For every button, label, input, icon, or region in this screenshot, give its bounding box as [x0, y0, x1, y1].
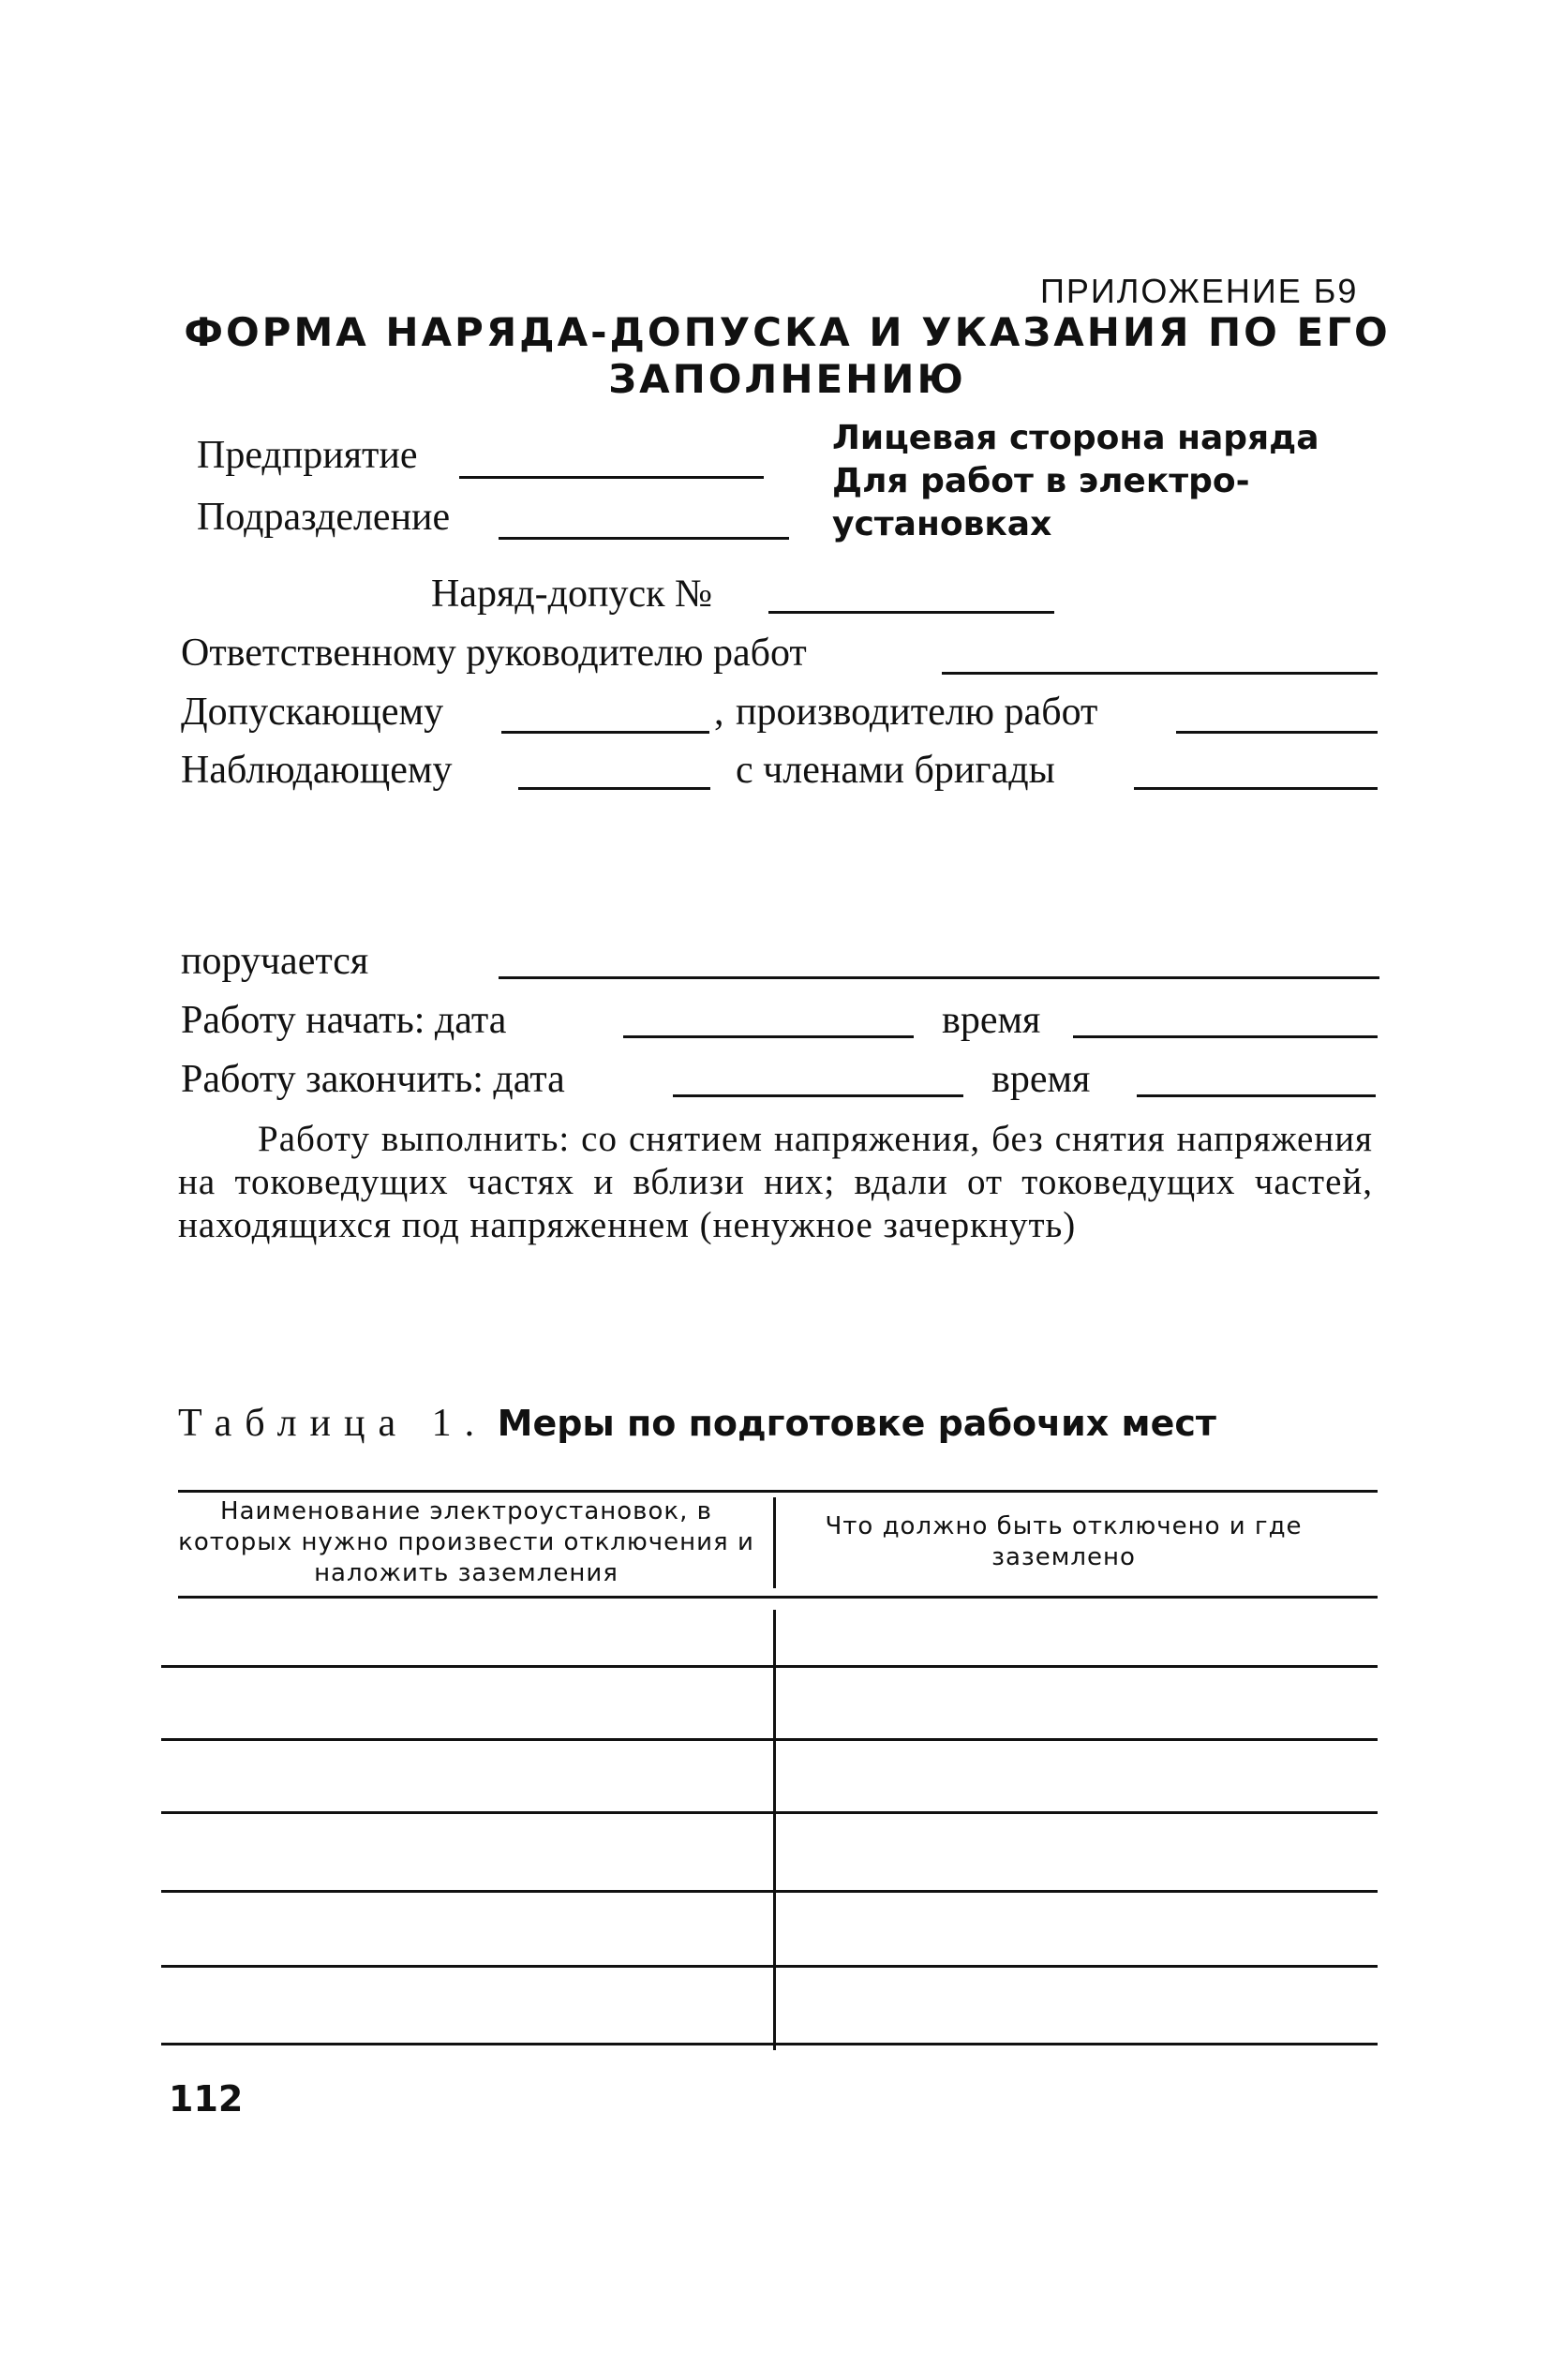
- side-note: [832, 417, 1319, 546]
- table-row[interactable]: [161, 1890, 1378, 1893]
- department-blank[interactable]: [499, 537, 789, 540]
- side-note-line-2: Для работ в электро-: [832, 462, 1250, 500]
- enterprise-label: Предприятие: [197, 434, 418, 477]
- side-note-line-3: установках: [832, 505, 1052, 543]
- column-header-disconnected: Что должно быть отключено и где заземлено: [825, 1512, 1303, 1571]
- responsible-label: Ответственному руководителю работ: [181, 632, 807, 675]
- comma: ,: [714, 691, 724, 734]
- start-time-blank[interactable]: [1073, 1035, 1378, 1038]
- admitting-blank[interactable]: [501, 731, 709, 734]
- order-number-label: Наряд-допуск №: [431, 573, 713, 616]
- brigade-label: с членами бригады: [736, 749, 1055, 792]
- appendix-label: ПРИЛОЖЕНИЕ Б9: [1040, 272, 1359, 310]
- responsible-blank[interactable]: [942, 672, 1378, 675]
- title-line-1: ФОРМА НАРЯДА-ДОПУСКА И УКАЗАНИЯ ПО ЕГО: [184, 309, 1391, 355]
- work-instruction: Работу выполнить: со снятием напряжения, без снятия напряжения на токоведущих частях и вблизи них; вдали от токоведущих частей, находящихся под напряженнем (ненужное зачеркнуть): [178, 1119, 1373, 1245]
- finish-time-blank[interactable]: [1137, 1094, 1376, 1097]
- table-caption: Меры по подготовке рабочих мест: [497, 1403, 1216, 1444]
- side-note-line-1: Лицевая сторона наряда: [832, 419, 1319, 457]
- finish-time-label: время: [991, 1058, 1091, 1101]
- table-title: [178, 1401, 1216, 1446]
- start-date-label: Работу начать: дата: [181, 999, 507, 1042]
- table-row[interactable]: [161, 1965, 1378, 1968]
- enterprise-blank[interactable]: [459, 476, 764, 479]
- assigned-blank[interactable]: [499, 976, 1379, 979]
- table-row[interactable]: [161, 2043, 1378, 2045]
- start-date-blank[interactable]: [623, 1035, 914, 1038]
- document-title: [178, 309, 1396, 403]
- header-bottom-rule: [178, 1596, 1378, 1599]
- title-line-2: ЗАПОЛНЕНИЮ: [608, 356, 966, 402]
- order-number-blank[interactable]: [768, 611, 1054, 614]
- producer-blank[interactable]: [1176, 731, 1378, 734]
- finish-date-label: Работу закончить: дата: [181, 1058, 565, 1101]
- brigade-blank[interactable]: [1134, 787, 1378, 790]
- table-row[interactable]: [161, 1811, 1378, 1814]
- department-label: Подразделение: [197, 496, 451, 539]
- producer-label: производителю работ: [736, 691, 1098, 734]
- column-header-installations: Наименование электроустановок, в которых нужно произвести отключения и наложить заземления: [178, 1497, 754, 1587]
- start-time-label: время: [942, 999, 1041, 1042]
- table-label: Таблица 1.: [178, 1402, 488, 1445]
- admitting-label: Допускающему: [181, 691, 444, 734]
- column-divider: [773, 1610, 776, 2050]
- page-number: 112: [169, 2078, 244, 2120]
- header-divider: [773, 1497, 776, 1588]
- observing-label: Наблюдающему: [181, 749, 453, 792]
- observing-blank[interactable]: [518, 787, 710, 790]
- table-row[interactable]: [161, 1665, 1378, 1668]
- finish-date-blank[interactable]: [673, 1094, 963, 1097]
- assigned-label: поручается: [181, 940, 369, 983]
- table-row[interactable]: [161, 1738, 1378, 1741]
- table-top-rule: [178, 1490, 1378, 1493]
